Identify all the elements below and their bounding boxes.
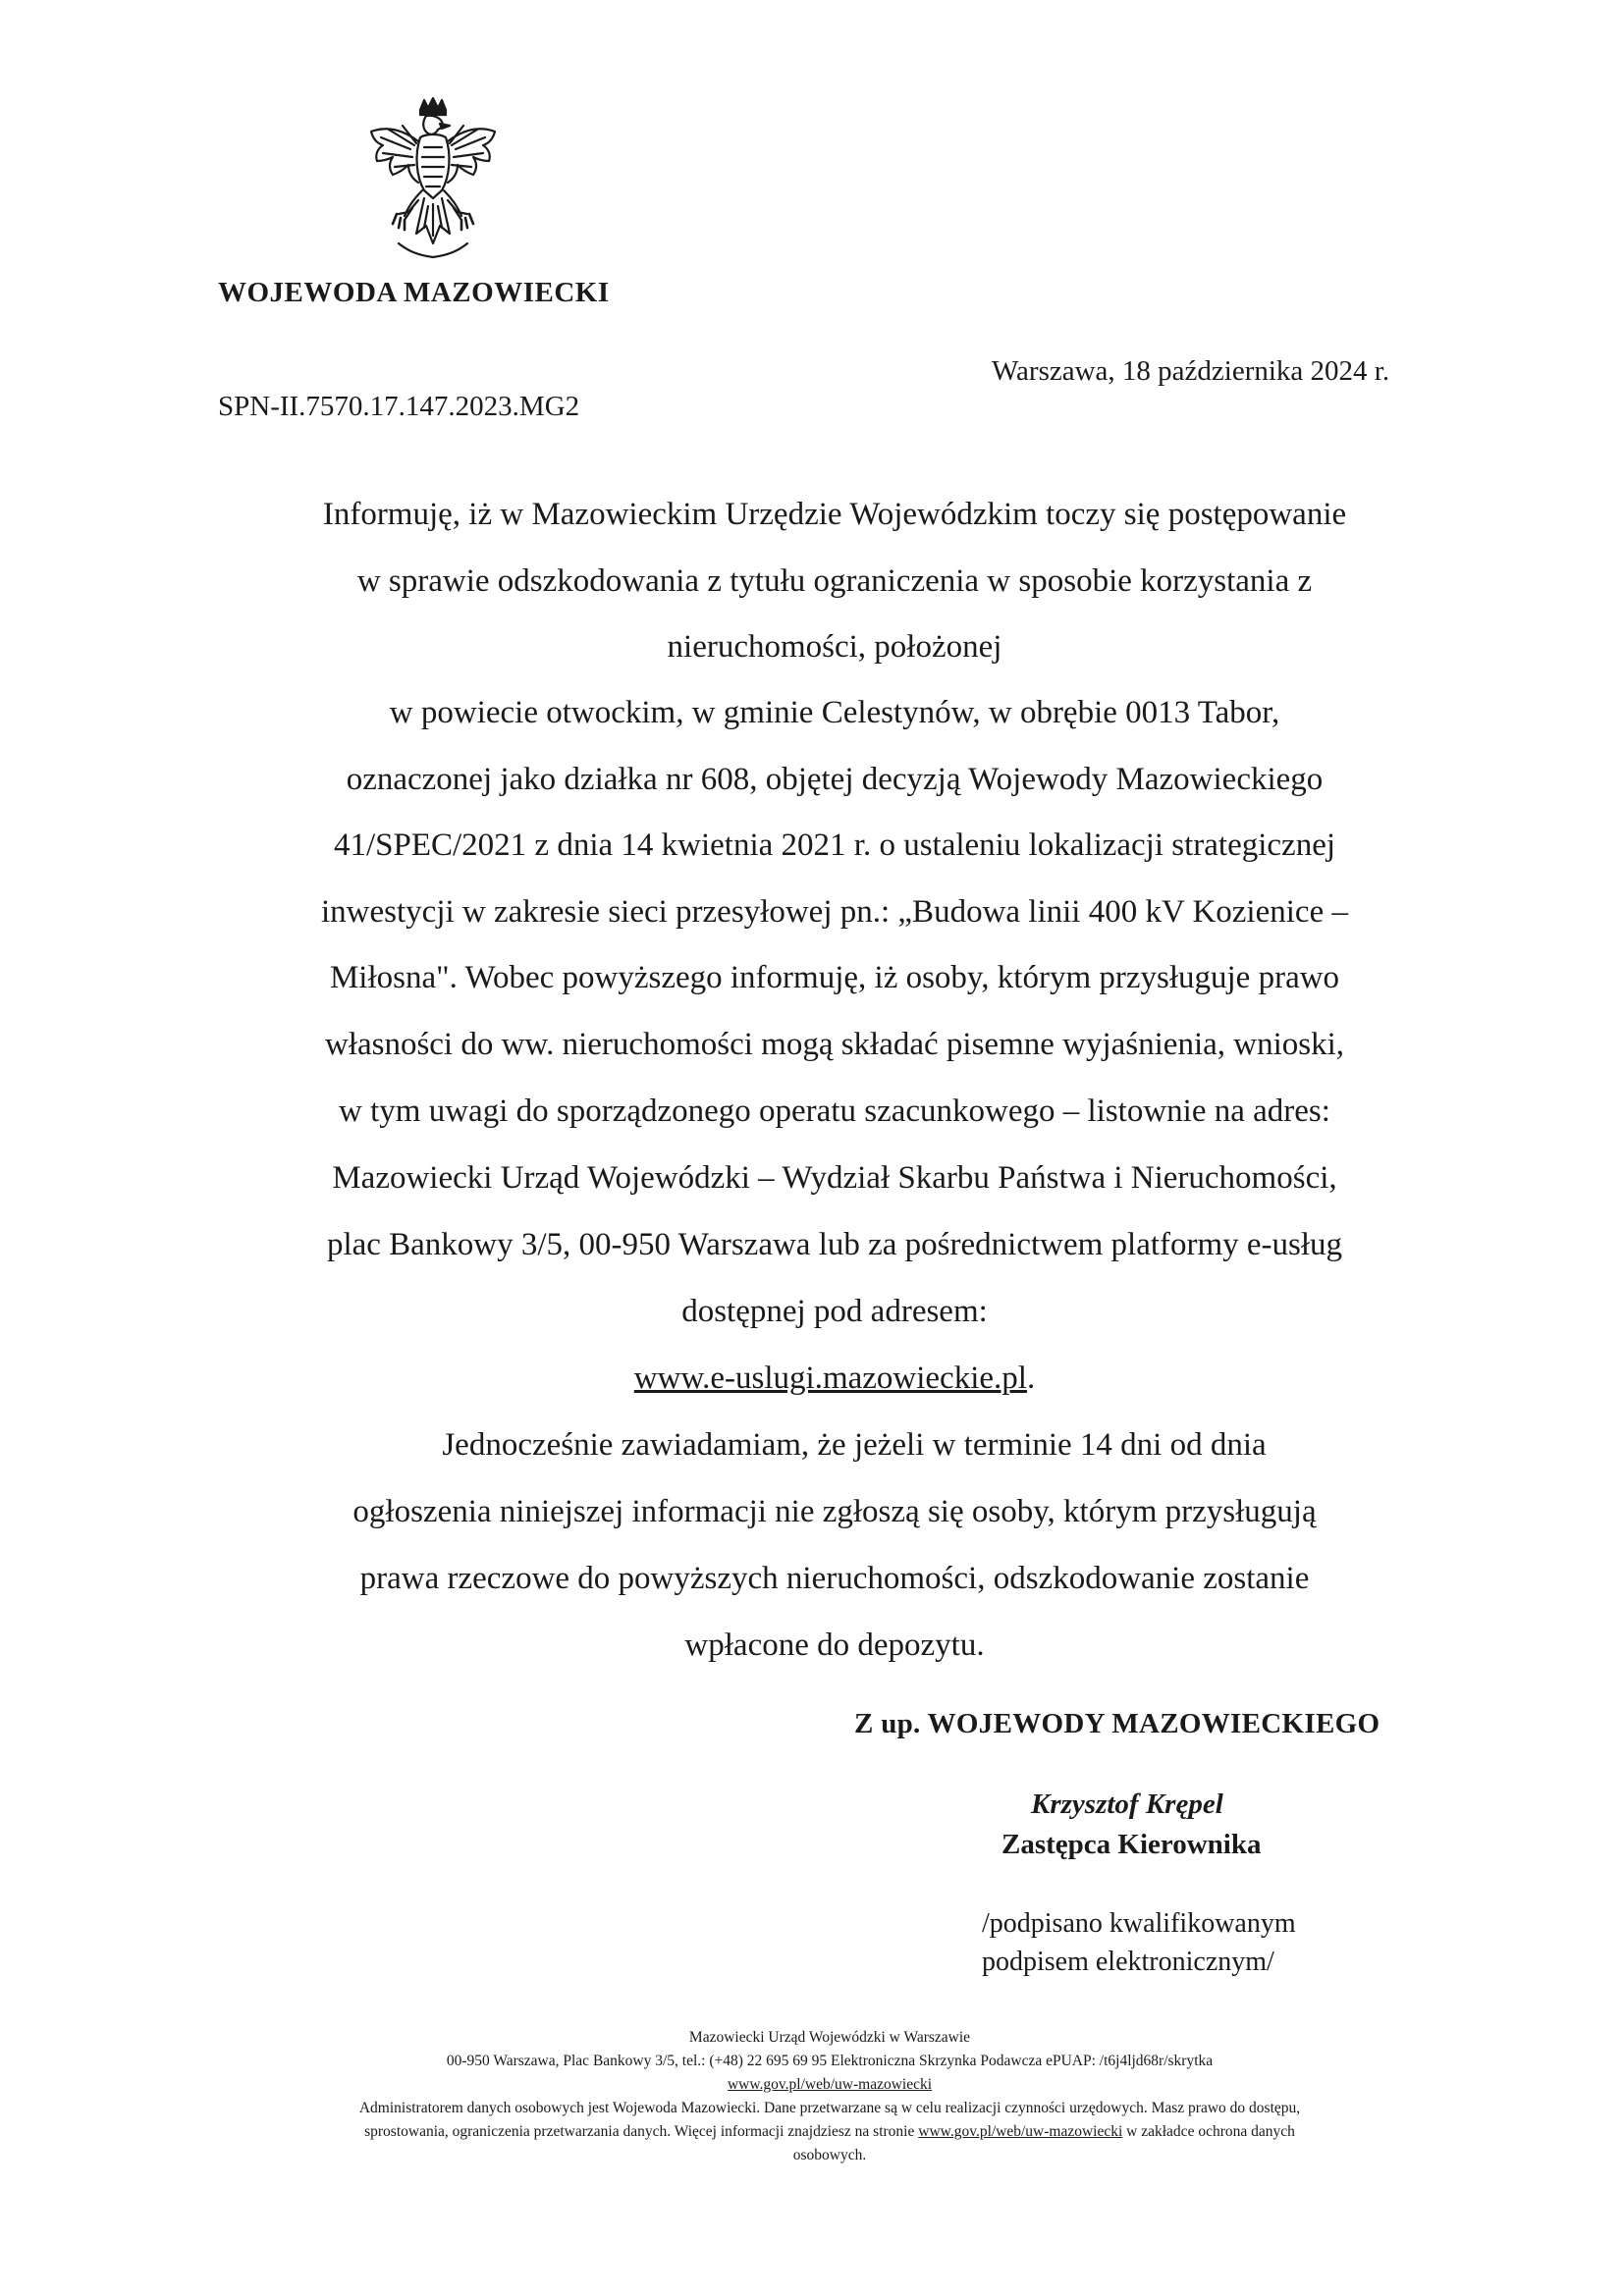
body-line: prawa rzeczowe do powyższych nieruchomości, odszkodowanie zostanie	[359, 1561, 1310, 1596]
footer-privacy-prefix: sprostowania, ograniczenia przetwarzania danych. Więcej informacji znajdziesz na stronie	[364, 2123, 919, 2140]
body-line: dostępnej pod adresem:	[681, 1294, 988, 1329]
case-reference-number: SPN-II.7570.17.147.2023.MG2	[218, 391, 580, 422]
body-line: własności do ww. nieruchomości mogą składać pisemne wyjaśnienia, wnioski,	[324, 1027, 1345, 1062]
body-line: w tym uwagi do sporządzonego operatu szacunkowego – listownie na adres:	[339, 1094, 1330, 1129]
place-and-date: Warszawa, 18 października 2024 r.	[992, 355, 1390, 387]
body-line: Mazowiecki Urząd Wojewódzki – Wydział Skarbu Państwa i Nieruchomości,	[332, 1160, 1337, 1196]
signature-note-line-2: podpisem elektronicznym/	[982, 1947, 1274, 1977]
footer-privacy-suffix: w zakładce ochrona danych	[1122, 2123, 1295, 2140]
footer-website-link[interactable]: www.gov.pl/web/uw-mazowiecki	[727, 2076, 933, 2093]
signature-on-behalf: Z up. WOJEWODY MAZOWIECKIEGO	[854, 1708, 1380, 1739]
body-line: inwestycji w zakresie sieci przesyłowej pn.: „Budowa linii 400 kV Kozienice –	[321, 894, 1348, 930]
office-footer	[216, 0, 1443, 2296]
footer-office-name: Mazowiecki Urząd Wojewódzki w Warszawie	[688, 2029, 971, 2046]
body-line: nieruchomości, położonej	[667, 629, 1002, 665]
signature-note-line-1: /podpisano kwalifikowanym	[982, 1908, 1296, 1939]
body-line: wpłacone do depozytu.	[684, 1628, 985, 1663]
body-line: ogłoszenia niniejszej informacji nie zgłoszą się osoby, którym przysługują	[352, 1494, 1317, 1529]
body-line: w sprawie odszkodowania z tytułu ograniczenia w sposobie korzystania z	[356, 563, 1313, 599]
body-line: oznaczonej jako działka nr 608, objętej decyzją Wojewody Mazowieckiego	[346, 762, 1324, 797]
issuing-authority: WOJEWODA MAZOWIECKI	[218, 277, 610, 308]
signatory-name: Krzysztof Krępel	[1031, 1789, 1223, 1820]
footer-privacy-line-3: osobowych.	[792, 2147, 867, 2163]
footer-privacy-line-2	[216, 2124, 1443, 2140]
e-services-link[interactable]: www.e-uslugi.mazowieckie.pl	[633, 1361, 1027, 1396]
footer-privacy-link[interactable]: www.gov.pl/web/uw-mazowiecki	[918, 2123, 1123, 2140]
body-line: Informuję, iż w Mazowieckim Urzędzie Wojewódzkim toczy się postępowanie	[322, 497, 1347, 532]
signatory-title: Zastępca Kierownika	[1001, 1829, 1262, 1860]
footer-contact: 00-950 Warszawa, Plac Bankowy 3/5, tel.: (+48) 22 695 69 95 Elektroniczna Skrzynka Podawcza ePUAP: /t6j4ljd68r/skrytka	[446, 2053, 1214, 2069]
footer-website-line	[216, 2077, 1443, 2093]
body-line: Jednocześnie zawiadamiam, że jeżeli w terminie 14 dni od dnia	[442, 1427, 1267, 1463]
footer-privacy-line-1: Administratorem danych osobowych jest Wojewoda Mazowiecki. Dane przetwarzane są w celu realizacji czynności urzędowych. Masz prawo do dostępu,	[358, 2100, 1301, 2116]
body-line: 41/SPEC/2021 z dnia 14 kwietnia 2021 r. o ustaleniu lokalizacji strategicznej	[333, 828, 1336, 863]
body-line: plac Bankowy 3/5, 00-950 Warszawa lub za pośrednictwem platformy e-usług	[326, 1227, 1343, 1262]
body-line: Miłosna". Wobec powyższego informuję, iż osoby, którym przysługuje prawo	[329, 960, 1340, 995]
body-line: w powiecie otwockim, w gminie Celestynów, w obrębie 0013 Tabor,	[389, 695, 1280, 730]
link-period: .	[1026, 1361, 1036, 1396]
